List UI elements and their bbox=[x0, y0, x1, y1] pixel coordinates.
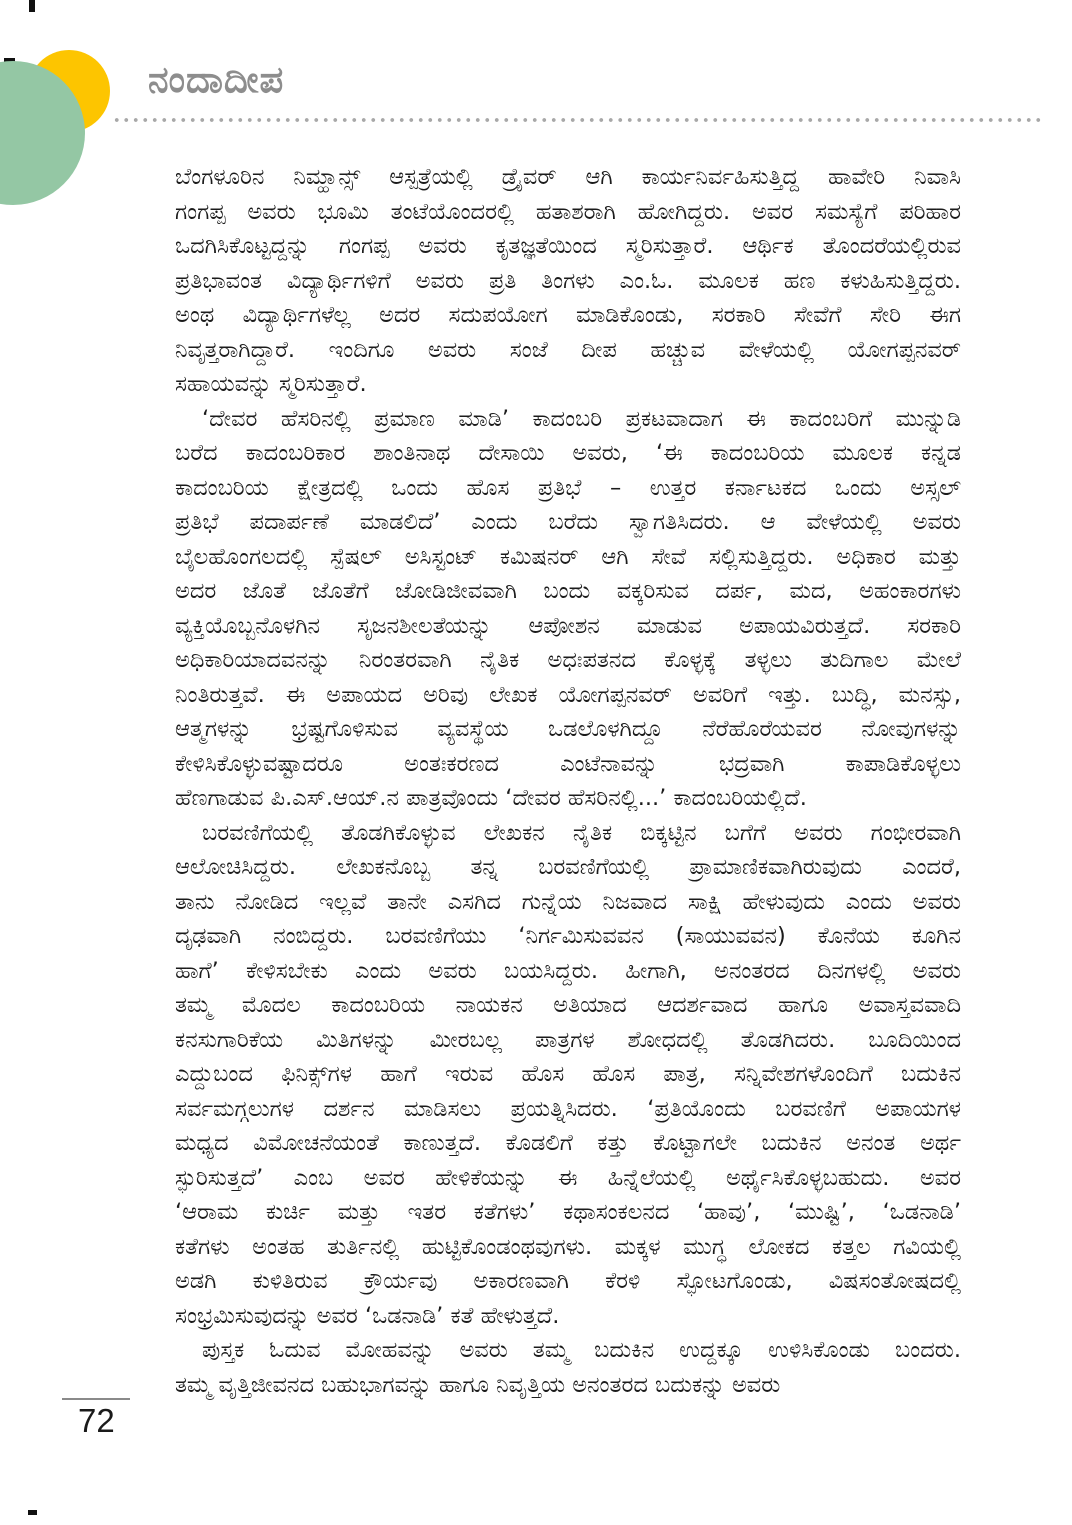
text-line: ಸರ್ವಮಗ್ಗಲುಗಳ ದರ್ಶನ ಮಾಡಿಸಲು ಪ್ರಯತ್ನಿಸಿದರು. ‘ಪ್ರತಿಯೊಂದು ಬರವಣಿಗೆ ಅಪಾಯಗಳ bbox=[175, 1095, 961, 1122]
text-line: ದೃಢವಾಗಿ ನಂಬಿದ್ದರು. ಬರವಣಿಗೆಯು ‘ನಿರ್ಗಮಿಸುವವನ (ಸಾಯುವವನ) ಕೊನೆಯ ಕೂಗಿನ bbox=[175, 923, 961, 949]
body-text bbox=[175, 160, 961, 1402]
text-line: ಸಂಭ್ರಮಿಸುವುದನ್ನು ಅವರ ‘ಒಡನಾಡಿ’ ಕತೆ ಹೇಳುತ್ತದೆ. bbox=[175, 1302, 560, 1329]
crop-mark-top bbox=[29, 0, 35, 12]
text-line: ತಮ್ಮ ಮೊದಲ ಕಾದಂಬರಿಯ ನಾಯಕನ ಅತಿಯಾದ ಆದರ್ಶವಾದ ಹಾಗೂ ಅವಾಸ್ತವವಾದಿ bbox=[175, 992, 961, 1018]
text-line: ಪ್ರತಿಭೆ ಪದಾರ್ಪಣೆ ಮಾಡಲಿದೆ’ ಎಂದು ಬರೆದು ಸ್ವಾಗತಿಸಿದರು. ಆ ವೇಳೆಯಲ್ಲಿ ಅವರು bbox=[175, 509, 961, 535]
text-line: ‘ದೇವರ ಹೆಸರಿನಲ್ಲಿ ಪ್ರಮಾಣ ಮಾಡಿ’ ಕಾದಂಬರಿ ಪ್ರಕಟವಾದಾಗ ಈ ಕಾದಂಬರಿಗೆ ಮುನ್ನುಡಿ bbox=[202, 405, 961, 432]
text-line: ಹೆಣಗಾಡುವ ಪಿ.ಎಸ್.ಆಯ್.ನ ಪಾತ್ರವೊಂದು ‘ದೇವರ ಹೆಸರಿನಲ್ಲಿ...’ ಕಾದಂಬರಿಯಲ್ಲಿದೆ. bbox=[175, 785, 807, 811]
text-line: ಬರೆದ ಕಾದಂಬರಿಕಾರ ಶಾಂತಿನಾಥ ದೇಸಾಯಿ ಅವರು, ‘ಈ ಕಾದಂಬರಿಯ ಮೂಲಕ ಕನ್ನಡ bbox=[175, 440, 961, 466]
text-line: ಸಹಾಯವನ್ನು ಸ್ಮರಿಸುತ್ತಾರೆ. bbox=[175, 371, 367, 397]
text-line: ನಿವೃತ್ತರಾಗಿದ್ದಾರೆ. ಇಂದಿಗೂ ಅವರು ಸಂಜೆ ದೀಪ ಹಚ್ಚುವ ವೇಳೆಯಲ್ಲಿ ಯೋಗಪ್ಪನವರ್ bbox=[175, 336, 961, 363]
text-line: ಸ್ಫುರಿಸುತ್ತದೆ’ ಎಂಬ ಅವರ ಹೇಳಿಕೆಯನ್ನು ಈ ಹಿನ್ನೆಲೆಯಲ್ಲಿ ಅರ್ಥೈಸಿಕೊಳ್ಳಬಹುದು. ಅವರ bbox=[175, 1164, 961, 1191]
text-line: ತಾನು ನೋಡಿದ ಇಲ್ಲವೆ ತಾನೇ ಎಸಗಿದ ಗುನ್ನೆಯ ನಿಜವಾದ ಸಾಕ್ಷಿ ಹೇಳುವುದು ಎಂದು ಅವರು bbox=[175, 888, 961, 915]
text-line: ಕಾದಂಬರಿಯ ಕ್ಷೇತ್ರದಲ್ಲಿ ಒಂದು ಹೊಸ ಪ್ರತಿಭೆ – ಉತ್ತರ ಕರ್ನಾಟಕದ ಒಂದು ಅಸ್ಸಲ್ bbox=[175, 474, 961, 501]
crop-mark-bottom bbox=[28, 1510, 37, 1515]
text-line: ಬೈಲಹೊಂಗಲದಲ್ಲಿ ಸ್ಪೆಷಲ್ ಅಸಿಸ್ಟಂಟ್ ಕಮಿಷನರ್ ಆಗಿ ಸೇವೆ ಸಲ್ಲಿಸುತ್ತಿದ್ದರು. ಅಧಿಕಾರ ಮತ್ತು bbox=[175, 543, 961, 570]
text-line: ಎದ್ದುಬಂದ ಫಿನಿಕ್ಸ್‌ಗಳ ಹಾಗೆ ಇರುವ ಹೊಸ ಹೊಸ ಪಾತ್ರ, ಸನ್ನಿವೇಶಗಳೊಂದಿಗೆ ಬದುಕಿನ bbox=[175, 1061, 961, 1087]
text-line: ಮಧ್ಯದ ವಿಮೋಚನೆಯಂತೆ ಕಾಣುತ್ತದೆ. ಕೊಡಲಿಗೆ ಕತ್ತು ಕೊಟ್ಟಾಗಲೇ ಬದುಕಿನ ಅನಂತ ಅರ್ಥ bbox=[175, 1130, 961, 1156]
text-line: ‘ಆರಾಮ ಕುರ್ಚಿ ಮತ್ತು ಇತರ ಕತೆಗಳು’ ಕಥಾಸಂಕಲನದ ‘ಹಾವು’, ‘ಮುಷ್ಟಿ’, ‘ಒಡನಾಡಿ’ bbox=[175, 1199, 961, 1225]
text-line: ಪ್ರತಿಭಾವಂತ ವಿದ್ಯಾರ್ಥಿಗಳಿಗೆ ಅವರು ಪ್ರತಿ ತಿಂಗಳು ಎಂ.ಓ. ಮೂಲಕ ಹಣ ಕಳುಹಿಸುತ್ತಿದ್ದರು. bbox=[175, 267, 961, 294]
text-line: ನಿಂತಿರುತ್ತವೆ. ಈ ಅಪಾಯದ ಅರಿವು ಲೇಖಕ ಯೋಗಪ್ಪನವರ್ ಅವರಿಗೆ ಇತ್ತು. ಬುದ್ಧಿ, ಮನಸ್ಸು, bbox=[175, 681, 961, 708]
text-line: ಕೇಳಿಸಿಕೊಳ್ಳುವಷ್ಟಾದರೂ ಅಂತಃಕರಣದ ಎಂಟೆನಾವನ್ನು ಭದ್ರವಾಗಿ ಕಾಪಾಡಿಕೊಳ್ಳಲು bbox=[175, 750, 961, 777]
text-line: ಅಧಿಕಾರಿಯಾದವನನ್ನು ನಿರಂತರವಾಗಿ ನೈತಿಕ ಅಧಃಪತನದ ಕೊಳ್ಳಕ್ಕೆ ತಳ್ಳಲು ತುದಿಗಾಲ ಮೇಲೆ bbox=[175, 647, 961, 673]
dotted-divider bbox=[112, 117, 1042, 123]
text-line: ಕತೆಗಳು ಅಂತಹ ತುರ್ತಿನಲ್ಲಿ ಹುಟ್ಟಿಕೊಂಡಂಥವುಗಳು. ಮಕ್ಕಳ ಮುಗ್ಧ ಲೋಕದ ಕತ್ತಲ ಗವಿಯಲ್ಲಿ bbox=[175, 1233, 961, 1260]
paragraph bbox=[175, 1333, 961, 1402]
paragraph bbox=[175, 160, 961, 402]
text-line: ಅದರ ಜೊತೆ ಜೊತೆಗೆ ಜೋಡಿಜೀವವಾಗಿ ಬಂದು ವಕ್ಕರಿಸುವ ದರ್ಪ, ಮದ, ಅಹಂಕಾರಗಳು bbox=[175, 578, 961, 604]
footer-rule bbox=[62, 1398, 130, 1400]
text-line: ಒದಗಿಸಿಕೊಟ್ಟದ್ದನ್ನು ಗಂಗಪ್ಪ ಅವರು ಕೃತಜ್ಞತೆಯಿಂದ ಸ್ಮರಿಸುತ್ತಾರೆ. ಆರ್ಥಿಕ ತೊಂದರೆಯಲ್ಲಿರುವ bbox=[175, 233, 961, 259]
text-line: ಹಾಗೆ’ ಕೇಳಿಸಬೇಕು ಎಂದು ಅವರು ಬಯಸಿದ್ದರು. ಹೀಗಾಗಿ, ಅನಂತರದ ದಿನಗಳಲ್ಲಿ ಅವರು bbox=[175, 957, 961, 984]
paragraph bbox=[175, 402, 961, 816]
text-line: ಬರವಣಿಗೆಯಲ್ಲಿ ತೊಡಗಿಕೊಳ್ಳುವ ಲೇಖಕನ ನೈತಿಕ ಬಿಕ್ಕಟ್ಟಿನ ಬಗೆಗೆ ಅವರು ಗಂಭೀರವಾಗಿ bbox=[202, 819, 961, 846]
text-line: ಅಂಥ ವಿದ್ಯಾರ್ಥಿಗಳೆಲ್ಲ ಅದರ ಸದುಪಯೋಗ ಮಾಡಿಕೊಂಡು, ಸರಕಾರಿ ಸೇವೆಗೆ ಸೇರಿ ಈಗ bbox=[175, 302, 961, 328]
page-title: ನಂದಾದೀಪ bbox=[148, 58, 285, 101]
text-line: ವ್ಯಕ್ತಿಯೊಬ್ಬನೊಳಗಿನ ಸೃಜನಶೀಲತೆಯನ್ನು ಆಪೋಶನ ಮಾಡುವ ಅಪಾಯವಿರುತ್ತದೆ. ಸರಕಾರಿ bbox=[175, 612, 961, 639]
text-line: ಗಂಗಪ್ಪ ಅವರು ಭೂಮಿ ತಂಟೆಯೊಂದರಲ್ಲಿ ಹತಾಶರಾಗಿ ಹೋಗಿದ್ದರು. ಅವರ ಸಮಸ್ಯೆಗೆ ಪರಿಹಾರ bbox=[175, 198, 961, 225]
text-line: ಅಡಗಿ ಕುಳಿತಿರುವ ಕ್ರೌರ್ಯವು ಅಕಾರಣವಾಗಿ ಕೆರಳಿ ಸ್ಫೋಟಗೊಂಡು, ವಿಷಸಂತೋಷದಲ್ಲಿ bbox=[175, 1268, 961, 1294]
text-line: ಆತ್ಮಗಳನ್ನು ಭ್ರಷ್ಟಗೊಳಿಸುವ ವ್ಯವಸ್ಥೆಯ ಒಡಲೊಳಗಿದ್ದೂ ನೆರೆಹೊರೆಯವರ ನೋವುಗಳನ್ನು bbox=[175, 716, 961, 742]
text-line: ತಮ್ಮ ವೃತ್ತಿಜೀವನದ ಬಹುಭಾಗವನ್ನು ಹಾಗೂ ನಿವೃತ್ತಿಯ ಅನಂತರದ ಬದುಕನ್ನು ಅವರು bbox=[175, 1371, 781, 1398]
text-line: ಬೆಂಗಳೂರಿನ ನಿಮ್ಹಾನ್ಸ್ ಆಸ್ಪತ್ರೆಯಲ್ಲಿ ಡ್ರೈವರ್ ಆಗಿ ಕಾರ್ಯನಿರ್ವಹಿಸುತ್ತಿದ್ದ ಹಾವೇರಿ ನಿವಾಸಿ bbox=[175, 164, 961, 190]
text-line: ಕನಸುಗಾರಿಕೆಯ ಮಿತಿಗಳನ್ನು ಮೀರಬಲ್ಲ ಪಾತ್ರಗಳ ಶೋಧದಲ್ಲಿ ತೊಡಗಿದರು. ಬೂದಿಯಿಂದ bbox=[175, 1026, 961, 1053]
page-number: 72 bbox=[78, 1402, 115, 1439]
text-line: ಪುಸ್ತಕ ಓದುವ ಮೋಹವನ್ನು ಅವರು ತಮ್ಮ ಬದುಕಿನ ಉದ್ದಕ್ಕೂ ಉಳಿಸಿಕೊಂಡು ಬಂದರು. bbox=[202, 1337, 961, 1363]
text-line: ಆಲೋಚಿಸಿದ್ದರು. ಲೇಖಕನೊಬ್ಬ ತನ್ನ ಬರವಣಿಗೆಯಲ್ಲಿ ಪ್ರಾಮಾಣಿಕವಾಗಿರುವುದು ಎಂದರೆ, bbox=[175, 854, 961, 880]
paragraph bbox=[175, 816, 961, 1334]
